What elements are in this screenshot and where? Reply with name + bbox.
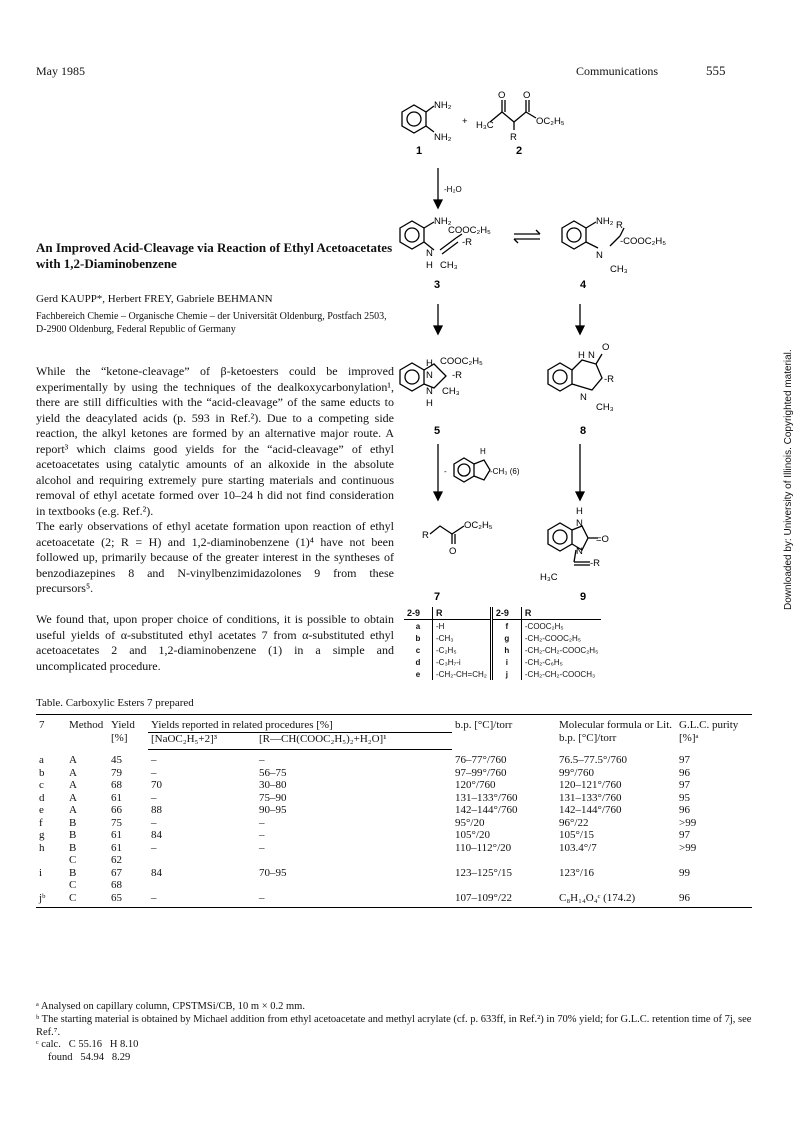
body-paragraph: We found that, upon proper choice of conditions, it is possible to obtain useful yields of α-substituted ethyl acetates 7 from α-substituted ethyl acetoacetates 2 and 1,2-diaminobenzene (1) in a simple and uncomplicated procedure. bbox=[36, 612, 394, 673]
author-list: Gerd KAUPP*, Herbert FREY, Gabriele BEHMANN bbox=[36, 293, 273, 305]
col-header: Method bbox=[66, 715, 108, 750]
table-row bbox=[36, 792, 752, 805]
rtable-key: b bbox=[404, 632, 433, 644]
rtable-value: -C₃H₇-i bbox=[436, 657, 461, 667]
table-cell: 79 bbox=[111, 766, 122, 779]
table-cell: 123–125°/15 bbox=[455, 866, 512, 879]
oc2h5-group: OC₂H₅ bbox=[536, 116, 565, 127]
table-cell: 45 bbox=[111, 753, 122, 766]
table-cell: – bbox=[151, 766, 157, 779]
table-cell: 120°/760 bbox=[455, 779, 496, 791]
benzene-ring bbox=[400, 363, 424, 391]
h3c-group: H₃C bbox=[540, 572, 558, 583]
article-title: An Improved Acid-Cleavage via Reaction of Ethyl Acetoacetates with 1,2-Diaminobenzene bbox=[36, 240, 393, 271]
oc2h5-group: OC₂H₅ bbox=[464, 520, 493, 531]
table-cell bbox=[256, 854, 452, 867]
table-cell: 131–133°/760 bbox=[559, 791, 622, 804]
benzene-ring bbox=[562, 221, 586, 249]
table-cell: B bbox=[69, 829, 77, 841]
row-key: e bbox=[39, 804, 44, 816]
table-cell: 67 bbox=[111, 866, 122, 879]
page-number: 555 bbox=[706, 63, 726, 78]
row-key: c bbox=[39, 779, 44, 791]
body-paragraph: The early observations of ethyl acetate formation upon reaction of ethyl acetoacetate (2; R = H) and 1,2-diaminobenzene (1)⁴ have not been followed up, primarily because of the greater interest in the syntheses of benzodiazepines 8 and N-vinylbenzimidazolones 9 from these precursors⁵. bbox=[36, 519, 394, 595]
row-key: b bbox=[39, 766, 45, 779]
download-notice: Downloaded by: University of Illinois. Copyrighted material. bbox=[783, 349, 794, 610]
cooc2h5-group: COOC₂H₅ bbox=[440, 356, 483, 367]
table-cell: – bbox=[151, 816, 157, 829]
rtable-key: g bbox=[491, 632, 521, 644]
affiliation: Fachbereich Chemie – Organische Chemie – der Universität Oldenburg, Postfach 2503, D-2900 Oldenburg, Federal Republic of Germany bbox=[36, 311, 387, 335]
col-header: Molecular formula or Lit. b.p. [°C]/torr bbox=[556, 715, 676, 750]
rtable-value: -C₂H₅ bbox=[436, 645, 457, 655]
table-cell: 123°/16 bbox=[559, 866, 594, 879]
h-atom: H bbox=[426, 358, 433, 369]
footnote: ᶜ calc. C 55.16 H 8.10 bbox=[36, 1039, 139, 1050]
table-cell: – bbox=[259, 754, 265, 766]
table-row bbox=[36, 829, 752, 842]
compound-label: 3 bbox=[434, 279, 441, 291]
table-cell: C bbox=[66, 892, 108, 908]
table-cell: 30–80 bbox=[259, 779, 287, 791]
table-cell: C bbox=[69, 879, 77, 891]
table-cell: 75 bbox=[111, 816, 122, 829]
compound-label: 9 bbox=[580, 591, 587, 603]
compound-label: 4 bbox=[580, 279, 587, 291]
table-cell: – bbox=[151, 791, 157, 804]
h3c-group: H₃C bbox=[476, 120, 494, 131]
table-cell: 142–144°/760 bbox=[559, 804, 622, 816]
col-header: [NaOC₂H₅+2]³ bbox=[148, 732, 256, 750]
row-key: i bbox=[39, 866, 43, 879]
h-atom: H bbox=[426, 260, 433, 271]
rtable-value: -COOC₂H₅ bbox=[524, 621, 564, 631]
r-group: -R bbox=[604, 374, 615, 385]
table-row bbox=[36, 817, 752, 830]
rtable-value: -CH₃ bbox=[436, 633, 454, 643]
water-loss-label: -H₂O bbox=[444, 185, 462, 194]
benzene-ring bbox=[454, 458, 474, 482]
n-atom: N bbox=[576, 518, 583, 529]
carbonyl-o: O bbox=[602, 342, 610, 353]
table-cell bbox=[556, 854, 676, 867]
table-cell: 84 bbox=[151, 829, 162, 841]
table-cell: 97 bbox=[679, 829, 690, 841]
rtable-value: -H bbox=[436, 621, 445, 631]
table-row bbox=[36, 779, 752, 792]
table-cell: 61 bbox=[111, 829, 122, 841]
table-cell: 65 bbox=[108, 892, 148, 908]
table-cell: 110–112°/20 bbox=[455, 841, 512, 854]
table-row bbox=[36, 804, 752, 817]
table-row bbox=[36, 892, 752, 908]
nh2-group: NH₂ bbox=[434, 216, 452, 227]
rtable-row bbox=[404, 632, 601, 644]
table-cell: 96 bbox=[679, 804, 690, 816]
col-header: 7 bbox=[36, 715, 66, 750]
table-cell: 68 bbox=[111, 879, 122, 891]
table-cell bbox=[148, 854, 256, 867]
table-row bbox=[36, 767, 752, 780]
table-cell: A bbox=[69, 766, 77, 779]
table-cell: – bbox=[151, 841, 157, 854]
n-atom: N bbox=[596, 250, 603, 261]
rtable-key: c bbox=[404, 644, 433, 656]
table-cell: 68 bbox=[111, 779, 122, 791]
rtable-value: -CH₂-C₆H₅ bbox=[524, 657, 563, 667]
n-atom: N bbox=[588, 350, 595, 361]
benzene-ring bbox=[548, 363, 572, 391]
table-row bbox=[36, 854, 752, 867]
table-cell: – bbox=[259, 829, 265, 841]
table-cell bbox=[452, 879, 556, 892]
esters-table bbox=[36, 714, 752, 908]
rtable-header: 2-9 bbox=[491, 607, 521, 620]
table-cell: 62 bbox=[111, 854, 122, 866]
table-cell: 70 bbox=[151, 779, 162, 791]
n-atom: N bbox=[426, 370, 433, 381]
plus-sign: + bbox=[462, 116, 468, 127]
footnote: ᵇ The starting material is obtained by Michael addition from ethyl acetoacetate and methyl acrylate (cf. p. 633ff, in Ref.²) in 70% yield; for G.L.C. retention time of 7j, see Ref.⁷. bbox=[36, 1014, 752, 1038]
row-key: jᵇ bbox=[36, 892, 66, 908]
r-group: -R bbox=[452, 370, 463, 381]
table-cell: 105°/20 bbox=[455, 829, 490, 841]
table-cell: A bbox=[69, 791, 77, 804]
table-cell: 95 bbox=[679, 791, 690, 804]
compound-label: 8 bbox=[580, 425, 587, 437]
table-cell bbox=[676, 879, 752, 892]
table-cell bbox=[256, 879, 452, 892]
carbonyl-o: O bbox=[449, 546, 457, 557]
table-cell: 70–95 bbox=[259, 866, 287, 879]
ch3-group: CH₃ bbox=[440, 260, 458, 271]
table-row bbox=[36, 842, 752, 855]
compound-label: 5 bbox=[434, 425, 441, 437]
oxo-group: =O bbox=[596, 534, 609, 545]
table-cell: 90–95 bbox=[259, 804, 287, 816]
table-cell: C bbox=[69, 854, 77, 866]
rtable-row bbox=[404, 656, 601, 668]
table-row bbox=[36, 879, 752, 892]
row-key: f bbox=[39, 816, 43, 829]
rtable-key: j bbox=[491, 668, 521, 680]
table-cell: >99 bbox=[679, 841, 697, 854]
r-group: R bbox=[510, 132, 517, 143]
table-cell: – bbox=[148, 892, 256, 908]
r-group: -R bbox=[462, 237, 473, 248]
table-cell: – bbox=[259, 841, 265, 854]
table-cell: 95°/20 bbox=[455, 816, 485, 829]
table-cell: 142–144°/760 bbox=[455, 804, 518, 816]
cooc2h5-group: COOC₂H₅ bbox=[448, 225, 491, 236]
table-cell: 120–121°/760 bbox=[559, 779, 622, 791]
table-cell: >99 bbox=[679, 816, 697, 829]
table-cell: C₈H₁₄O₄ᶜ (174.2) bbox=[556, 892, 676, 908]
table-cell: – bbox=[259, 816, 265, 829]
rtable-key: i bbox=[491, 656, 521, 668]
table-cell: – bbox=[256, 892, 452, 908]
benzene-ring bbox=[402, 105, 426, 133]
row-key: h bbox=[39, 841, 45, 854]
cooc2h5-group: -COOC₂H₅ bbox=[620, 236, 667, 247]
table-cell bbox=[556, 879, 676, 892]
rtable-value: -CH₂-CH₂-COOCH₃ bbox=[524, 669, 596, 679]
rtable-key: a bbox=[404, 620, 433, 633]
nh2-group: NH₂ bbox=[434, 100, 452, 111]
substituent-table bbox=[404, 607, 601, 680]
table-cell: B bbox=[69, 866, 77, 879]
nh2-group: NH₂ bbox=[434, 132, 452, 143]
carbonyl-o: O bbox=[498, 90, 506, 101]
rtable-row bbox=[404, 644, 601, 656]
table-cell: 76.5–77.5°/760 bbox=[559, 753, 627, 766]
table-cell: A bbox=[69, 753, 77, 766]
table-cell: 97 bbox=[679, 779, 690, 791]
ch3-group: CH₃ bbox=[610, 264, 628, 275]
table-cell: 56–75 bbox=[259, 766, 287, 779]
r-group: R bbox=[422, 530, 429, 541]
table-cell: 99°/760 bbox=[559, 766, 594, 779]
footnote: ᵃ Analysed on capillary column, CPSTMSi/CB, 10 m × 0.2 mm. bbox=[36, 1001, 305, 1012]
h-atom: H bbox=[426, 398, 433, 409]
reaction-scheme bbox=[390, 88, 760, 608]
compound-label: 1 bbox=[416, 145, 423, 157]
rtable-row bbox=[404, 620, 601, 633]
r-group: -R bbox=[590, 558, 601, 569]
ch3-group: CH₃ bbox=[596, 402, 614, 413]
rtable-key: d bbox=[404, 656, 433, 668]
benzene-ring bbox=[548, 523, 572, 551]
table-cell: 107–109°/22 bbox=[452, 892, 556, 908]
ch3-group: CH₃ bbox=[442, 386, 460, 397]
table-cell: – bbox=[151, 754, 157, 766]
table-cell: 97–99°/760 bbox=[455, 766, 507, 779]
rtable-value: -CH₂-CH₂-COOC₂H₅ bbox=[524, 645, 599, 655]
compound-label: 2 bbox=[516, 145, 523, 157]
table-cell: 103.4°/7 bbox=[559, 841, 597, 854]
body-paragraph: While the “ketone-cleavage” of β-ketoesters could be improved experimentally by using the techniques of the dealkoxycarbonylation¹, there are still difficulties with the “acid-cleavage” of the same educts to yield the deacylated acids (p. 593 in Ref.²). Due to a competing side reaction, the alkyl ketones are formed by an alternative major route. A report³ which claims good yields for the “acid-cleavage” of ethyl acetoacetates using catalytic amounts of an alkoxide in the absolute alcohol and requiring extremely pure starting materials and continuous removal of ethyl acetate formed over 10–24 h did not find consideration in textbooks (e.g. Ref.²). bbox=[36, 364, 394, 518]
row-key: d bbox=[39, 791, 45, 804]
table-cell: 66 bbox=[111, 804, 122, 816]
table-row bbox=[36, 750, 752, 767]
table-cell: B bbox=[69, 816, 77, 829]
table-cell: 99 bbox=[679, 866, 690, 879]
h-atom: H bbox=[576, 506, 583, 517]
table-cell: 97 bbox=[679, 753, 690, 766]
rtable-row bbox=[404, 668, 601, 680]
table-cell bbox=[676, 854, 752, 867]
running-section: Communications bbox=[576, 64, 658, 78]
rtable-value: -CH₂-COOC₂H₅ bbox=[524, 633, 581, 643]
table-cell bbox=[148, 879, 256, 892]
r-group: R bbox=[616, 220, 623, 231]
row-key bbox=[36, 854, 66, 867]
n-atom: N bbox=[580, 392, 587, 403]
row-key: a bbox=[39, 753, 44, 766]
table-cell: 61 bbox=[111, 841, 122, 854]
table-cell: A bbox=[69, 779, 77, 791]
h-atom: H bbox=[578, 350, 585, 361]
carbonyl-o: O bbox=[523, 90, 531, 101]
col-header: G.L.C. purity [%]ᵃ bbox=[676, 715, 752, 750]
rtable-header: R bbox=[433, 607, 492, 620]
rtable-header: 2-9 bbox=[404, 607, 433, 620]
nh2-group: NH₂ bbox=[596, 216, 614, 227]
table-cell: 61 bbox=[111, 791, 122, 804]
table-cell: 96 bbox=[676, 892, 752, 908]
rtable-header: R bbox=[521, 607, 601, 620]
footnote: found 54.94 8.29 bbox=[48, 1052, 131, 1063]
rtable-key: e bbox=[404, 668, 433, 680]
table-cell: 96 bbox=[679, 766, 690, 779]
row-key: g bbox=[39, 829, 45, 841]
n-atom: N bbox=[426, 248, 433, 259]
side-product-label: -CH₃ (6) bbox=[490, 467, 520, 476]
col-group-header: Yields reported in related procedures [%] bbox=[148, 715, 452, 733]
table-cell bbox=[452, 854, 556, 867]
row-key bbox=[36, 879, 66, 892]
table-cell: 75–90 bbox=[259, 791, 287, 804]
rtable-key: h bbox=[491, 644, 521, 656]
h-atom: H bbox=[480, 447, 486, 456]
table-cell: 131–133°/760 bbox=[455, 791, 518, 804]
rtable-value: -CH₂-CH=CH₂ bbox=[436, 669, 487, 679]
running-date: May 1985 bbox=[36, 64, 85, 78]
table-cell: 76–77°/760 bbox=[455, 753, 507, 766]
col-header: b.p. [°C]/torr bbox=[452, 715, 556, 750]
table-cell: B bbox=[69, 841, 77, 854]
n-atom: N bbox=[426, 386, 433, 397]
table-cell: 96°/22 bbox=[559, 816, 589, 829]
compound-label: 7 bbox=[434, 591, 441, 603]
n-atom: N bbox=[576, 546, 583, 557]
col-header: [R—CH(COOC₂H₅)₂+H₂O]¹ bbox=[256, 732, 452, 750]
rtable-key: f bbox=[491, 620, 521, 633]
table-row bbox=[36, 867, 752, 880]
table-cell: 88 bbox=[151, 804, 162, 816]
table-cell: A bbox=[69, 804, 77, 816]
col-header: Yield [%] bbox=[108, 715, 148, 750]
table-caption: Table. Carboxylic Esters 7 prepared bbox=[36, 697, 194, 709]
table-cell: 84 bbox=[151, 866, 162, 879]
minus-sign: - bbox=[444, 467, 447, 476]
table-cell: 105°/15 bbox=[559, 829, 594, 841]
benzene-ring bbox=[400, 221, 424, 249]
